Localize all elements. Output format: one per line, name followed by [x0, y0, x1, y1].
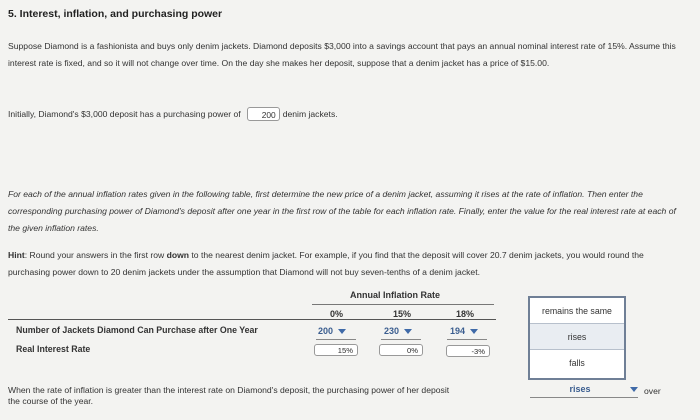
question-title: 5. Interest, inflation, and purchasing power — [8, 8, 223, 20]
hint-text-before: : Round your answers in the first row — [24, 250, 167, 260]
real-rate-input-18[interactable]: -3% — [446, 345, 490, 357]
hint-bold-word: down — [166, 250, 190, 260]
dropdown-underline — [381, 339, 421, 340]
row-label-jackets: Number of Jackets Diamond Can Purchase after One Year — [16, 325, 258, 335]
hint-text-after: to the nearest denim jacket. For example, if you find that the deposit will cover 20.7 denim jackets, you would round the purchasing power down to 20 denim jackets under the assumption that Diamond will not buy seven-tenths of a denim jacket. — [8, 250, 644, 277]
problem-paragraph: Suppose Diamond is a fashionista and buys only denim jackets. Diamond deposits $3,000 into a savings account that pays an annual nominal interest rate of 15%. Assume this interest rate is fixed, and so it will not change over time. On the day she makes her deposit, suppose that a denim jacket has a price of $15.00. — [8, 41, 676, 68]
hint-label: Hint — [8, 250, 25, 260]
table-instructions: For each of the annual inflation rates given in the following table, first determine the new price of a denim jacket, assuming it rises at the rate of inflation. Then enter the corresponding purchasing power of Diamond's deposit after one year in the first row of the table for each inflation rate. Finally, enter the value for the real interest rate at each of the given inflation rates. — [8, 189, 676, 233]
chevron-down-icon — [404, 329, 412, 334]
table-header-inflation: Annual Inflation Rate — [350, 290, 440, 300]
dropdown-option-rises[interactable]: rises — [530, 323, 624, 350]
jackets-value-15: 230 — [384, 326, 400, 336]
chevron-down-icon — [470, 329, 478, 334]
column-header-0: 0% — [330, 309, 344, 319]
jackets-dropdown-18[interactable] — [450, 326, 478, 336]
conclusion-after-text: over — [644, 386, 661, 396]
real-rate-input-0[interactable]: 15% — [314, 344, 358, 356]
jackets-value-0: 200 — [318, 326, 334, 336]
initial-suffix: denim jackets. — [282, 109, 338, 119]
initial-prefix: Initially, Diamond's $3,000 deposit has a purchasing power of — [8, 109, 241, 119]
column-header-15: 15% — [393, 309, 412, 319]
initial-purchasing-power-input[interactable]: 200 — [247, 107, 280, 121]
table-header-rule — [312, 304, 494, 305]
chevron-down-icon — [338, 329, 346, 334]
conclusion-sentence: When the rate of inflation is greater than the interest rate on Diamond's deposit, the purchasing power of her deposit — [8, 385, 450, 395]
jackets-dropdown-0[interactable] — [318, 326, 346, 336]
purchasing-power-selected: rises — [569, 384, 591, 394]
column-header-18: 18% — [456, 309, 475, 319]
purchasing-power-dropdown[interactable] — [530, 384, 638, 394]
hint-paragraph — [8, 247, 688, 281]
real-rate-input-15[interactable]: 0% — [379, 344, 423, 356]
conclusion-end-text: the course of the year. — [8, 396, 94, 406]
dropdown-option-falls[interactable]: falls — [569, 357, 585, 368]
purchasing-power-dropdown-menu[interactable] — [528, 296, 626, 380]
dropdown-option-remains-same[interactable]: remains the same — [542, 305, 612, 316]
table-divider — [8, 319, 496, 320]
dropdown-underline — [447, 339, 487, 340]
chevron-down-icon — [630, 387, 638, 392]
initial-purchasing-power-line — [8, 107, 338, 121]
row-label-real-interest: Real Interest Rate — [16, 344, 91, 354]
jackets-dropdown-15[interactable] — [384, 326, 412, 336]
dropdown-underline — [316, 339, 356, 340]
dropdown-underline — [530, 397, 638, 398]
jackets-value-18: 194 — [450, 326, 466, 336]
